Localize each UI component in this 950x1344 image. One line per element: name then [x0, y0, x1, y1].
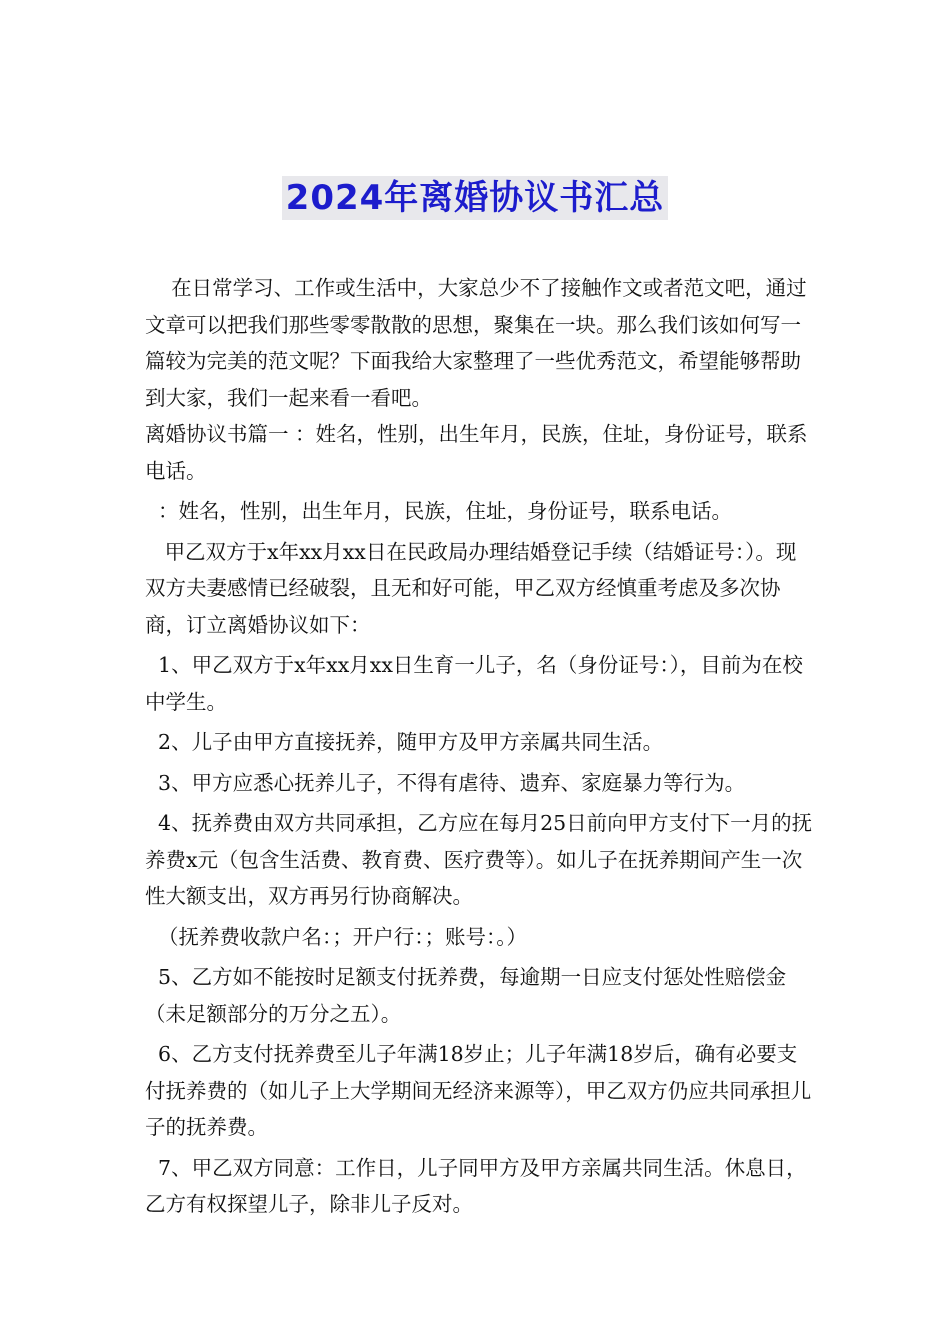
- clause-7: 7、甲乙双方同意：工作日，儿子同甲方及甲方亲属共同生活。休息日，乙方有权探望儿子，除非儿子反对。: [145, 1155, 807, 1216]
- title-container: [0, 176, 950, 220]
- document-body: [145, 270, 813, 1223]
- clause-4: 4、抚养费由双方共同承担，乙方应在每月25日前向甲方支付下一月的抚养费x元（包含生活费、教育费、医疗费等）。如儿子在抚养期间产生一次性大额支出，双方再另行协商解决。: [145, 811, 813, 908]
- paragraph-party-b: ：姓名，性别，出生年月，民族，住址，身份证号，联系电话。: [145, 499, 733, 523]
- clause-2: 2、儿子由甲方直接抚养，随甲方及甲方亲属共同生活。: [145, 730, 664, 754]
- paragraph-party-a: 离婚协议书篇一 ：姓名，性别，出生年月，民族，住址，身份证号，联系电话。: [145, 422, 808, 483]
- clause-6: 6、乙方支付抚养费至儿子年满18岁止；儿子年满18岁后，确有必要支付抚养费的（如儿子上大学期间无经济来源等），甲乙双方仍应共同承担儿子的抚养费。: [145, 1042, 812, 1139]
- clause-4-account: （抚养费收款户名：；开户行：；账号：。）: [145, 924, 528, 949]
- document-title: 2024年离婚协议书汇总: [282, 176, 669, 220]
- clause-5: 5、乙方如不能按时足额支付抚养费，每逾期一日应支付惩处性赔偿金（未足额部分的万分之五）。: [145, 965, 787, 1026]
- clause-1: 1、甲乙双方于x年xx月xx日生育一儿子，名（身份证号：），目前为在校中学生。: [145, 653, 803, 714]
- paragraph-intro: 在日常学习、工作或生活中，大家总少不了接触作文或者范文吧，通过文章可以把我们那些零零散散的思想，聚集在一块。那么我们该如何写一篇较为完美的范文呢？下面我给大家整理了一些优秀范文，希望能够帮助到大家，我们一起来看一看吧。: [145, 276, 807, 410]
- paragraph-marriage: 甲乙双方于x年xx月xx日在民政局办理结婚登记手续（结婚证号：）。现双方夫妻感情已经破裂，且无和好可能，甲乙双方经慎重考虑及多次协商，订立离婚协议如下：: [145, 539, 797, 637]
- clause-3: 3、甲方应悉心抚养儿子，不得有虐待、遗弃、家庭暴力等行为。: [145, 770, 746, 795]
